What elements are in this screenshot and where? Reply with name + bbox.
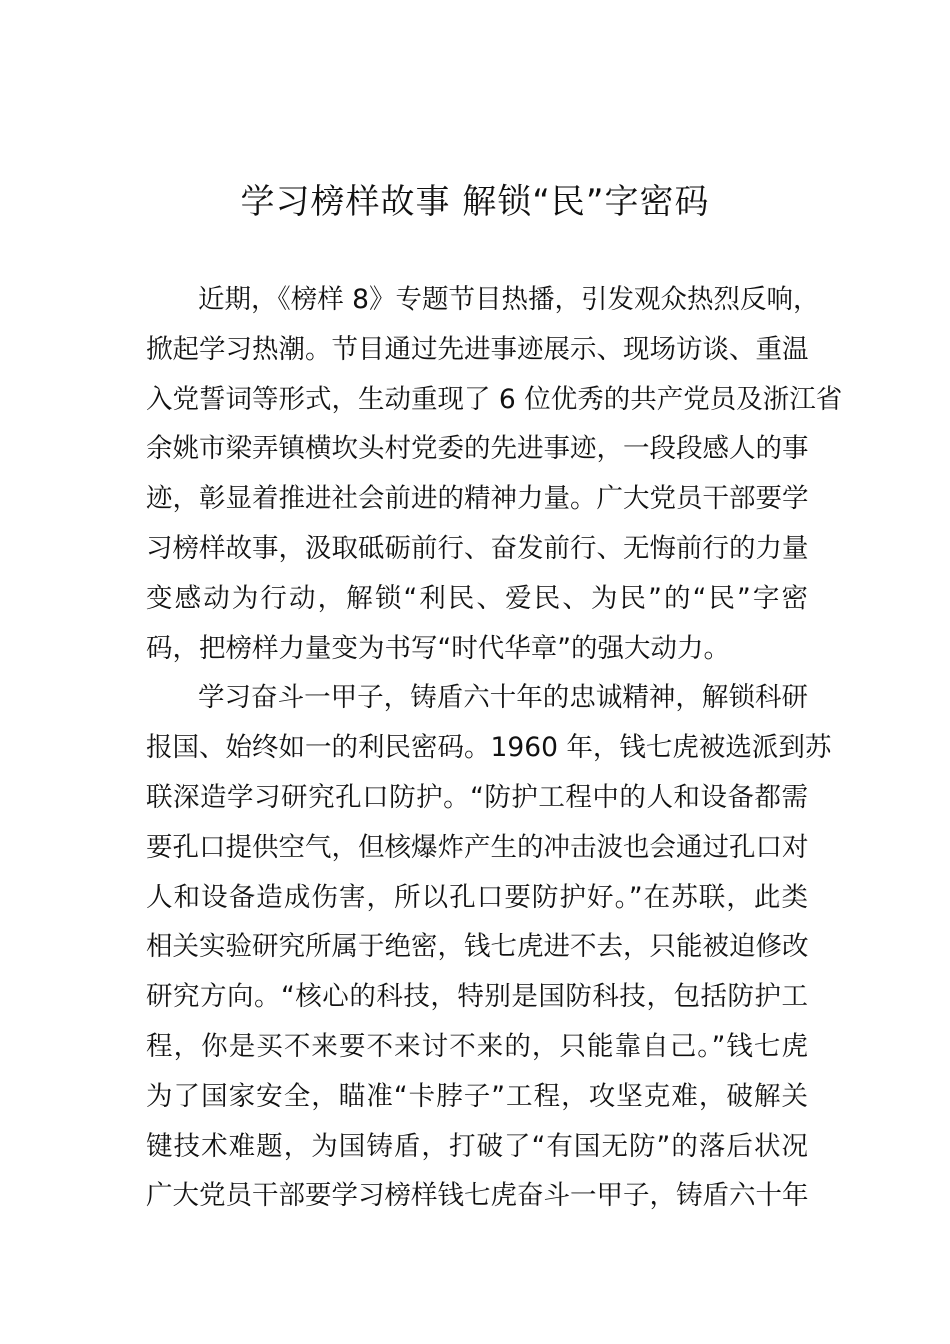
document-body: [146, 275, 843, 1221]
paragraph-2-line-3: 联深造学习研究孔口防护。“防护工程中的人和设备都需: [146, 781, 808, 813]
paragraph-1-line-2: 掀起学习热潮。节目通过先进事迹展示、现场访谈、重温: [146, 333, 809, 365]
paragraph-1-line-4: 余姚市梁弄镇横坎头村党委的先进事迹，一段段感人的事: [146, 433, 809, 465]
paragraph-1-line-7: 变感动为行动，解锁“利民、爱民、为民”的“民”字密: [146, 582, 808, 614]
paragraph-1-line-8: 码，把榜样力量变为书写“时代华章”的强大动力。: [146, 632, 730, 664]
document-title: 学习榜样故事 解锁“民”字密码: [240, 182, 710, 222]
paragraph-2-line-1: 学习奋斗一甲子，铸盾六十年的忠诚精神，解锁科研: [198, 682, 808, 714]
paragraph-1-line-1: 近期，《榜样 8》专题节目热播，引发观众热烈反响，: [198, 284, 820, 315]
paragraph-2-line-6: 相关实验研究所属于绝密，钱七虎进不去，只能被迫修改: [146, 931, 809, 963]
paragraph-2-line-11: 广大党员干部要学习榜样钱七虎奋斗一甲子，铸盾六十年: [146, 1180, 809, 1212]
paragraph-1-line-6: 习榜样故事，汲取砥砺前行、奋发前行、无悔前行的力量: [146, 532, 809, 564]
paragraph-2-line-9: 为了国家安全，瞄准“卡脖子”工程，攻坚克难，破解关: [146, 1080, 808, 1112]
paragraph-1-line-3: 入党誓词等形式，生动重现了 6 位优秀的共产党员及浙江省: [146, 383, 843, 415]
paragraph-2-line-10: 键技术难题，为国铸盾，打破了“有国无防”的落后状况: [146, 1130, 808, 1162]
paragraph-2-line-8: 程，你是买不来要不来讨不来的，只能靠自己。”钱七虎: [146, 1030, 808, 1062]
paragraph-2-line-4: 要孔口提供空气，但核爆炸产生的冲击波也会通过孔口对: [146, 831, 809, 863]
paragraph-2-line-7: 研究方向。“核心的科技，特别是国防科技，包括防护工: [146, 981, 808, 1013]
paragraph-2-line-5: 人和设备造成伤害，所以孔口要防护好。”在苏联，此类: [146, 881, 808, 913]
paragraph-1-line-5: 迹，彰显着推进社会前进的精神力量。广大党员干部要学: [146, 483, 809, 515]
paragraph-2-line-2: 报国、始终如一的利民密码。1960 年，钱七虎被选派到苏: [146, 732, 832, 764]
